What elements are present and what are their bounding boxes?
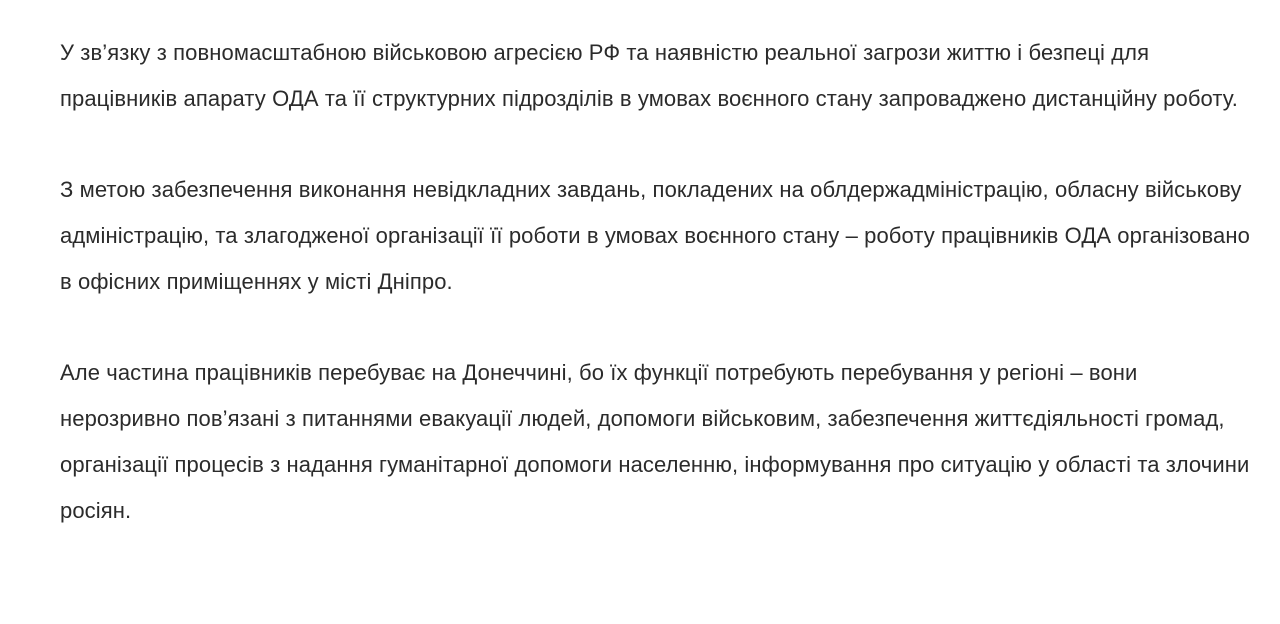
paragraph-remote-work: У зв’язку з повномасштабною військовою агресією РФ та наявністю реальної загрози життю і безпеці для працівників апарату ОДА та її структурних підрозділів в умовах воєнного стану запроваджено дистанційну роботу. <box>60 40 1238 111</box>
article-body <box>60 30 1260 534</box>
paragraph-donetsk-staff: Але частина працівників перебуває на Донеччині, бо їх функції потребують перебування у регіоні – вони нерозривно пов’язані з питаннями евакуації людей, допомоги військовим, забезпечення життєдіяльності громад, організації процесів з надання гуманітарної допомоги населенню, інформування про ситуацію у області та злочини росіян. <box>60 360 1250 523</box>
paragraph-office-dnipro: З метою забезпечення виконання невідкладних завдань, покладених на облдержадміністрацію, обласну військову адміністрацію, та злагодженої організації її роботи в умовах воєнного стану – роботу працівників ОДА організовано в офісних приміщеннях у місті Дніпро. <box>60 177 1250 294</box>
